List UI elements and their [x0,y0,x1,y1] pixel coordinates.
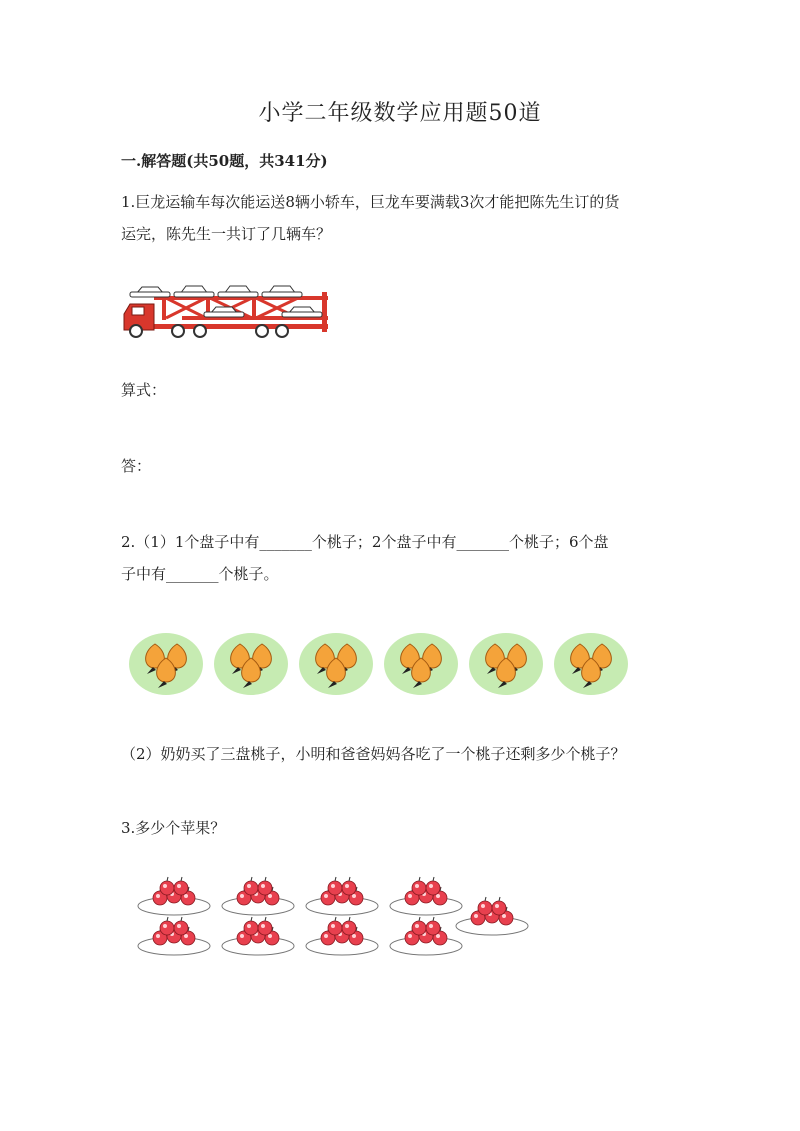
question-1-line-2: 运完，陈先生一共订了几辆车？ [121,225,332,243]
car-carrier-truck-image [122,278,330,338]
question-1-text [121,186,619,250]
apple-plate [138,877,210,915]
apple-plate [222,877,294,915]
apple-plate [456,897,528,935]
peach-plate [469,633,543,695]
peach-plate [299,633,373,695]
apple-plate [306,917,378,955]
answer-label: 答： [121,457,152,475]
page-title: 小学二年级数学应用题50道 [258,101,542,126]
peach-plate [384,633,458,695]
peach-plate [554,633,628,695]
question-2-part-2: （2）奶奶买了三盘桃子，小明和爸爸妈妈各吃了一个桃子还剩多少个桃子？ [121,745,626,763]
question-2-line-1: 2.（1）1个盘子中有_______个桃子；2个盘子中有_______个桃子；6个盘 [121,533,609,551]
formula-label: 算式： [121,381,167,399]
question-1-line-1: 1.巨龙运输车每次能运送8辆小轿车，巨龙车要满载3次才能把陈先生订的货 [121,193,620,211]
question-2-text [121,526,609,590]
question-2-line-2: 子中有_______个桃子。 [121,565,279,583]
peach-plate [214,633,288,695]
apple-plate [306,877,378,915]
peach-plate [129,633,203,695]
apple-plate [138,917,210,955]
apple-plate [390,917,462,955]
apple-plate [390,877,462,915]
apple-plates-image [134,872,534,962]
section-header: 一.解答题(共50题，共341分) [121,152,328,170]
question-3-text: 3.多少个苹果？ [121,819,226,837]
apple-plate [222,917,294,955]
peach-plates-image [128,628,648,700]
